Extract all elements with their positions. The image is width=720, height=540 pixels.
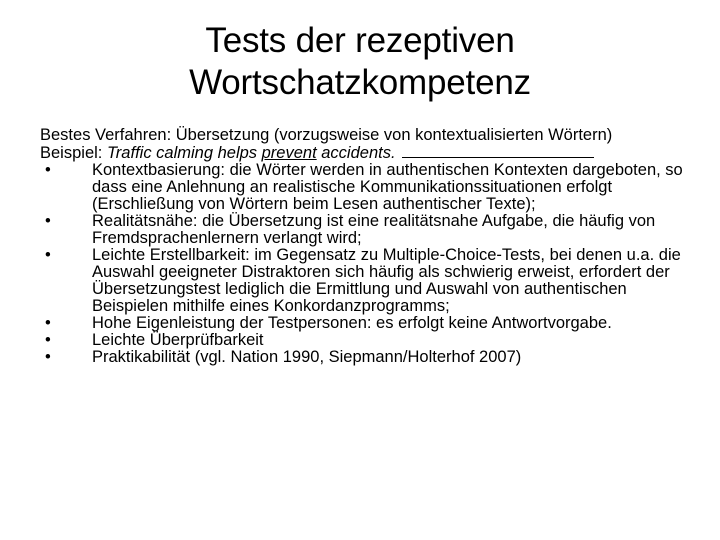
bullet-text: Realitätsnähe: die Übersetzung ist eine realitätsnahe Aufgabe, die häufig von Fremdsprachenlernern verlangt wird; bbox=[92, 212, 656, 247]
bullet-list bbox=[40, 162, 690, 366]
bullet-text: Leichte Erstellbarkeit: im Gegensatz zu Multiple-Choice-Tests, bei denen u.a. die Auswahl geeigneter Distraktoren sich häufig als schwierig erweist, erfordert der Übersetzungstest lediglich die Ermittlung und Auswahl von authentischen Beispielen mithilfe eines Konkordanzprogramms; bbox=[92, 246, 681, 315]
bullet-text: Praktikabilität (vgl. Nation 1990, Siepmann/Holterhof 2007) bbox=[92, 348, 522, 366]
slide-body bbox=[40, 126, 690, 366]
bullet-icon: • bbox=[45, 331, 51, 349]
bullet-item-own-performance bbox=[40, 315, 690, 332]
slide-title-line-1: Tests der rezeptiven bbox=[205, 21, 515, 60]
bullet-icon: • bbox=[45, 246, 51, 264]
bullet-icon: • bbox=[45, 348, 51, 366]
bullet-icon: • bbox=[45, 161, 51, 179]
best-method-line: Bestes Verfahren: Übersetzung (vorzugsweise von kontextualisierten Wörtern) bbox=[40, 126, 613, 144]
example-sentence-start: Traffic calming helps bbox=[106, 144, 262, 162]
example-sentence bbox=[107, 144, 396, 162]
example-line bbox=[40, 144, 690, 162]
bullet-item-ease-of-checking bbox=[40, 332, 690, 349]
example-sentence-end: accidents. bbox=[316, 144, 396, 162]
example-label: Beispiel: bbox=[40, 144, 107, 162]
bullet-item-practicability bbox=[40, 349, 690, 366]
bullet-text: Leichte Überprüfbarkeit bbox=[92, 331, 264, 349]
bullet-item-context bbox=[40, 162, 690, 213]
bullet-text: Hohe Eigenleistung der Testpersonen: es erfolgt keine Antwortvorgabe. bbox=[92, 314, 612, 332]
bullet-icon: • bbox=[45, 314, 51, 332]
example-underlined-word: prevent bbox=[261, 144, 317, 162]
slide-title bbox=[100, 20, 620, 104]
slide-title-line-2: Wortschatzkompetenz bbox=[189, 63, 531, 102]
bullet-item-realism bbox=[40, 213, 690, 247]
answer-blank-line bbox=[402, 156, 594, 158]
bullet-item-ease-of-creation bbox=[40, 247, 690, 315]
bullet-icon: • bbox=[45, 212, 51, 230]
bullet-text: Kontextbasierung: die Wörter werden in authentischen Kontexten dargeboten, so dass eine Anlehnung an realistische Kommunikationssituationen erfolgt (Erschließung von Wörtern beim Lesen authentischer Texte); bbox=[92, 161, 683, 213]
